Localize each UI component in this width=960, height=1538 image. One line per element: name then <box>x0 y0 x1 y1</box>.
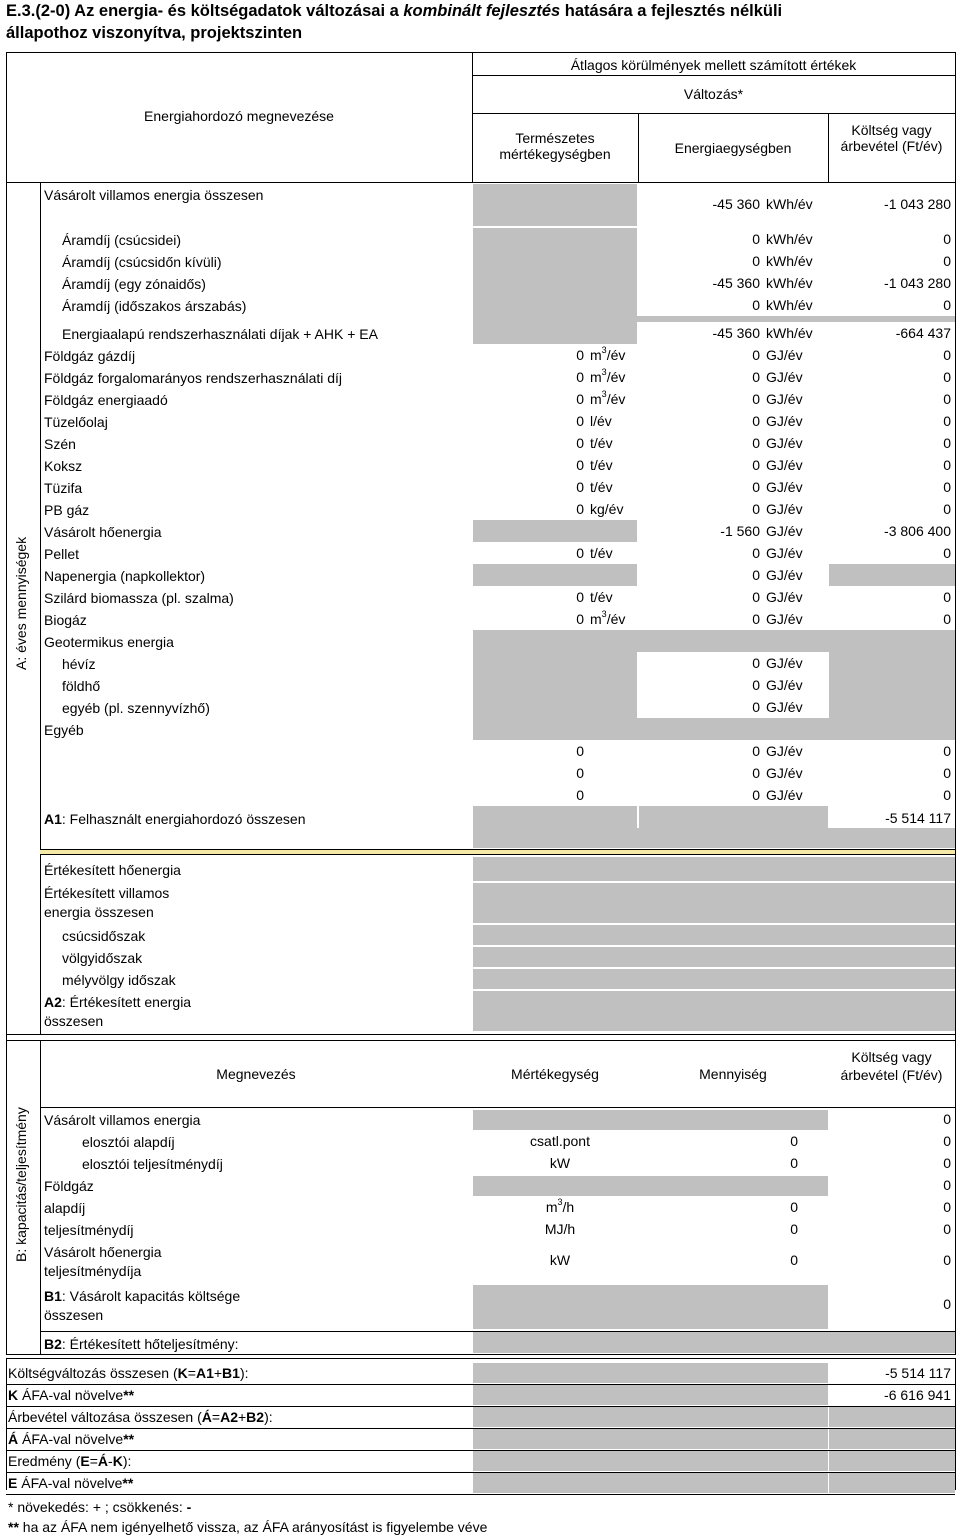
natural-unit: t/év <box>590 479 613 495</box>
b1-cost: 0 <box>943 1296 951 1312</box>
a1-code: A1 <box>44 811 62 827</box>
row-name: Áramdíj (csúcsidei) <box>62 232 182 248</box>
b-qty: 0 <box>790 1252 798 1268</box>
rule <box>6 1358 955 1359</box>
energy-unit: GJ/év <box>766 611 803 627</box>
rule <box>40 854 955 855</box>
footnote-2: ** ha az ÁFA nem igényelhető vissza, az ÁFA arányosítást is figyelembe véve <box>8 1519 488 1535</box>
rule <box>40 1107 955 1108</box>
cost-value: 0 <box>943 501 951 517</box>
cost-value: 0 <box>943 479 951 495</box>
a1-label: A1: Felhasznált energiahordozó összesen <box>44 811 306 827</box>
natural-value: 0 <box>576 501 584 517</box>
cost-value: 0 <box>943 787 951 803</box>
rule <box>40 182 41 1034</box>
sold-item: csúcsidőszak <box>62 928 146 944</box>
row-name: Napenergia (napkollektor) <box>44 568 206 584</box>
energy-value: 0 <box>752 297 760 313</box>
energy-unit: GJ/év <box>766 655 803 671</box>
energy-unit: kWh/év <box>766 297 813 313</box>
b1-code: B1 <box>44 1288 62 1304</box>
cost-value: -664 437 <box>895 325 951 341</box>
b-qty: 0 <box>790 1133 798 1149</box>
rule <box>472 75 955 76</box>
b-unit: kW <box>549 1155 571 1171</box>
energy-unit: GJ/év <box>766 391 803 407</box>
grey-cell <box>473 1429 828 1449</box>
b-cost: 0 <box>943 1155 951 1171</box>
row-name: Áramdíj (egy zónaidős) <box>62 276 206 292</box>
energy-value: 0 <box>752 391 760 407</box>
b-header-name: Megnevezés <box>216 1066 296 1082</box>
natural-value: 0 <box>576 369 584 385</box>
natural-value: 0 <box>576 413 584 429</box>
row-name: egyéb (pl. szennyvízhő) <box>62 700 210 716</box>
grey-cell <box>473 883 955 923</box>
energy-unit: GJ/év <box>766 457 803 473</box>
energy-value: 0 <box>752 567 760 583</box>
cost-value: 0 <box>943 369 951 385</box>
a1-cost: -5 514 117 <box>885 810 951 826</box>
b-header-qty: Mennyiség <box>699 1066 767 1082</box>
header-cost: Költség vagy árbevétel (Ft/év) <box>840 122 943 154</box>
row-name: Áramdíj (időszakos árszabás) <box>62 298 247 314</box>
grey-cell <box>829 1473 955 1493</box>
sold-item: völgyidőszak <box>62 950 143 966</box>
b-row-name: teljesítménydíj <box>44 1222 134 1238</box>
cost-value: 0 <box>943 457 951 473</box>
grey-cell <box>473 228 637 316</box>
grey-cell <box>473 520 637 542</box>
grey-cell <box>829 1407 955 1427</box>
row-name: Vásárolt hőenergia <box>44 524 162 540</box>
grey-cell <box>473 1473 828 1493</box>
grey-cell <box>473 857 955 881</box>
energy-value: -1 560 <box>720 523 760 539</box>
grey-cell <box>473 1385 828 1405</box>
rule <box>6 52 955 53</box>
cost-value: 0 <box>943 391 951 407</box>
energy-unit: GJ/év <box>766 677 803 693</box>
b-row-name: Földgáz <box>44 1178 94 1194</box>
a2-code: A2 <box>44 994 62 1010</box>
grey-cell <box>639 806 828 828</box>
natural-unit: $m^3/év$ <box>590 367 626 385</box>
energy-value: 0 <box>752 413 760 429</box>
row-name: hévíz <box>62 656 96 672</box>
row-name: Vásárolt villamos energia összesen <box>44 187 264 203</box>
grey-cell <box>473 322 637 344</box>
energy-unit: kWh/év <box>766 275 813 291</box>
b-header-unit: Mértékegység <box>511 1066 599 1082</box>
energy-value: 0 <box>752 253 760 269</box>
header-natural: Természetes mértékegységben <box>499 130 611 162</box>
row-name: Tüzelőolaj <box>44 414 108 430</box>
sold-item: Értékesített hőenergia <box>44 862 181 878</box>
b-qty: 0 <box>790 1221 798 1237</box>
energy-unit: kWh/év <box>766 253 813 269</box>
b-unit: csatl.pont <box>530 1133 590 1149</box>
b-unit: MJ/h <box>544 1221 576 1237</box>
natural-value: 0 <box>576 765 584 781</box>
summary-value: -5 514 117 <box>885 1365 951 1381</box>
b-cost: 0 <box>943 1252 951 1268</box>
energy-value: 0 <box>752 369 760 385</box>
b-row-name: elosztói teljesítménydíj <box>82 1156 223 1172</box>
energy-unit: kWh/év <box>766 325 813 341</box>
natural-value: 0 <box>576 479 584 495</box>
row-name: Szén <box>44 436 76 452</box>
energy-unit: GJ/év <box>766 743 803 759</box>
row-name: Földgáz energiaadó <box>44 392 168 408</box>
row-name: Áramdíj (csúcsidőn kívüli) <box>62 254 222 270</box>
rule <box>6 1494 955 1495</box>
row-name: Szilárd biomassza (pl. szalma) <box>44 590 234 606</box>
row-name: Energiaalapú rendszerhasználati díjak + AHK + EA <box>62 326 378 342</box>
energy-value: 0 <box>752 231 760 247</box>
natural-value: 0 <box>576 391 584 407</box>
summary-label: K ÁFA-val növelve** <box>8 1387 135 1403</box>
natural-value: 0 <box>576 435 584 451</box>
summary-value: -6 616 941 <box>884 1387 951 1403</box>
row-name: Geotermikus energia <box>44 634 174 650</box>
row-name: Földgáz forgalomarányos rendszerhasználati díj <box>44 370 343 386</box>
energy-unit: GJ/év <box>766 413 803 429</box>
energy-value: 0 <box>752 611 760 627</box>
row-name: Pellet <box>44 546 80 562</box>
b-unit: kW <box>549 1252 571 1268</box>
grey-cell <box>473 184 637 226</box>
rule <box>6 1034 955 1035</box>
energy-value: 0 <box>752 743 760 759</box>
energy-value: -45 360 <box>712 325 760 341</box>
b2-label: B2: Értékesített hőteljesítmény: <box>44 1336 239 1352</box>
energy-value: 0 <box>752 457 760 473</box>
energy-value: 0 <box>752 655 760 671</box>
natural-unit: l/év <box>590 413 612 429</box>
grey-cell <box>473 828 955 848</box>
cost-value: 0 <box>943 589 951 605</box>
energy-unit: GJ/év <box>766 699 803 715</box>
natural-unit: t/év <box>590 545 613 561</box>
natural-value: 0 <box>576 347 584 363</box>
b2-code: B2 <box>44 1336 62 1352</box>
rule <box>955 52 956 1355</box>
rule <box>955 1358 956 1490</box>
b-row-name: alapdíj <box>44 1200 86 1216</box>
summary-label: Eredmény (E=Á-K): <box>8 1453 132 1469</box>
grey-cell <box>829 652 955 718</box>
summary-label: Költségváltozás összesen (K=A1+B1): <box>8 1365 249 1381</box>
energy-unit: GJ/év <box>766 479 803 495</box>
cost-value: 0 <box>943 231 951 247</box>
b-row-name: Vásárolt villamos energia <box>44 1112 201 1128</box>
sold-item: Értékesített villamos energia összesen <box>44 885 170 920</box>
b-cost: 0 <box>943 1199 951 1215</box>
grey-cell <box>473 652 637 718</box>
energy-value: 0 <box>752 677 760 693</box>
grey-cell <box>473 969 955 989</box>
b-unit: $m^3/h$ <box>545 1197 575 1215</box>
cost-value: 0 <box>943 253 951 269</box>
a2-label: A2: Értékesített energia összesen <box>44 994 192 1029</box>
natural-value: 0 <box>576 743 584 759</box>
energy-unit: GJ/év <box>766 501 803 517</box>
natural-unit: t/év <box>590 457 613 473</box>
rule <box>40 849 955 850</box>
energy-unit: GJ/év <box>766 589 803 605</box>
grey-cell <box>829 564 955 586</box>
rule <box>6 182 955 183</box>
natural-unit: $m^3/év$ <box>590 609 626 627</box>
rule <box>40 1040 41 1354</box>
energy-unit: GJ/év <box>766 347 803 363</box>
b-row-name: Vásárolt hőenergia teljesítménydíja <box>44 1244 162 1279</box>
rule <box>40 1331 955 1332</box>
cost-value: 0 <box>943 347 951 363</box>
b-cost: 0 <box>943 1177 951 1193</box>
grey-cell <box>473 1285 828 1329</box>
natural-unit: t/év <box>590 589 613 605</box>
rule <box>472 113 955 114</box>
grey-cell <box>473 1363 828 1383</box>
natural-unit: $m^3/év$ <box>590 345 626 363</box>
rule <box>6 1358 7 1490</box>
energy-value: 0 <box>752 347 760 363</box>
grey-cell <box>473 630 955 652</box>
grey-cell <box>829 1451 955 1471</box>
b-qty: 0 <box>790 1155 798 1171</box>
grey-cell <box>473 947 955 967</box>
cost-value: 0 <box>943 435 951 451</box>
b1-label: B1: Vásárolt kapacitás költsége összesen <box>44 1288 241 1323</box>
b-cost: 0 <box>943 1221 951 1237</box>
summary-label: Á ÁFA-val növelve** <box>8 1431 135 1447</box>
grey-cell <box>473 1110 828 1130</box>
header-carrier: Energiahordozó megnevezése <box>144 108 334 124</box>
row-name: Földgáz gázdíj <box>44 348 136 364</box>
natural-value: 0 <box>576 611 584 627</box>
grey-cell <box>829 1429 955 1449</box>
natural-value: 0 <box>576 589 584 605</box>
rule <box>6 1040 955 1041</box>
energy-unit: GJ/év <box>766 787 803 803</box>
grey-cell <box>473 1176 828 1196</box>
summary-label: E ÁFA-val növelve** <box>8 1475 134 1491</box>
energy-unit: kWh/év <box>766 231 813 247</box>
natural-unit: t/év <box>590 435 613 451</box>
b-cost: 0 <box>943 1111 951 1127</box>
energy-unit: GJ/év <box>766 567 803 583</box>
cost-value: -1 043 280 <box>884 275 951 291</box>
energy-value: 0 <box>752 479 760 495</box>
header-avg: Átlagos körülmények mellett számított értékek <box>570 57 857 73</box>
grey-cell <box>473 1451 828 1471</box>
cost-value: 0 <box>943 545 951 561</box>
cost-value: 0 <box>943 297 951 313</box>
grey-cell <box>473 1407 828 1427</box>
energy-unit: GJ/év <box>766 435 803 451</box>
row-name: Tüzifa <box>44 480 83 496</box>
b-header-cost: Költség vagy árbevétel (Ft/év) <box>840 1049 943 1083</box>
natural-unit: kg/év <box>590 501 624 517</box>
sold-item: mélyvölgy időszak <box>62 972 176 988</box>
energy-value: 0 <box>752 787 760 803</box>
grey-cell <box>473 1331 955 1353</box>
cost-value: -3 806 400 <box>884 523 951 539</box>
cost-value: -1 043 280 <box>884 196 951 212</box>
rule <box>6 1354 955 1355</box>
row-name: földhő <box>62 678 101 694</box>
natural-value: 0 <box>576 457 584 473</box>
grey-cell <box>473 564 637 586</box>
natural-unit: $m^3/év$ <box>590 389 626 407</box>
energy-value: 0 <box>752 545 760 561</box>
energy-value: 0 <box>752 435 760 451</box>
header-change: Változás* <box>683 86 744 102</box>
footnote-1: * növekedés: + ; csökkenés: - <box>8 1499 192 1515</box>
grey-cell <box>473 925 955 945</box>
section-b-label: B: kapacitás/teljesítmény <box>13 1107 29 1262</box>
section-a-label: A: éves mennyiségek <box>13 536 29 670</box>
natural-value: 0 <box>576 787 584 803</box>
rule <box>6 52 7 1354</box>
energy-unit: GJ/év <box>766 765 803 781</box>
row-name: PB gáz <box>44 502 90 518</box>
cost-value: 0 <box>943 611 951 627</box>
header-energy: Energiaegységben <box>674 140 792 156</box>
page-title: E.3.(2-0) Az energia- és költségadatok változásai a kombinált fejlesztés hatására a fejlesztés nélküli állapothoz viszonyítva, projektszinten <box>6 2 783 42</box>
energy-value: 0 <box>752 765 760 781</box>
energy-unit: GJ/év <box>766 369 803 385</box>
energy-unit: kWh/év <box>766 196 813 212</box>
grey-cell <box>473 806 637 828</box>
b-qty: 0 <box>790 1199 798 1215</box>
energy-unit: GJ/év <box>766 545 803 561</box>
energy-value: 0 <box>752 699 760 715</box>
cost-value: 0 <box>943 413 951 429</box>
row-name: Koksz <box>44 458 83 474</box>
grey-cell <box>473 991 955 1031</box>
energy-value: 0 <box>752 589 760 605</box>
energy-unit: GJ/év <box>766 523 803 539</box>
energy-value: 0 <box>752 501 760 517</box>
summary-label: Árbevétel változása összesen (Á=A2+B2): <box>8 1409 273 1425</box>
energy-value: -45 360 <box>712 196 760 212</box>
b-row-name: elosztói alapdíj <box>82 1134 175 1150</box>
energy-value: -45 360 <box>712 275 760 291</box>
row-name: Egyéb <box>44 722 84 738</box>
natural-value: 0 <box>576 545 584 561</box>
cost-value: 0 <box>943 743 951 759</box>
b-cost: 0 <box>943 1133 951 1149</box>
cost-value: 0 <box>943 765 951 781</box>
row-name: Biogáz <box>44 612 87 628</box>
grey-cell <box>473 718 955 740</box>
